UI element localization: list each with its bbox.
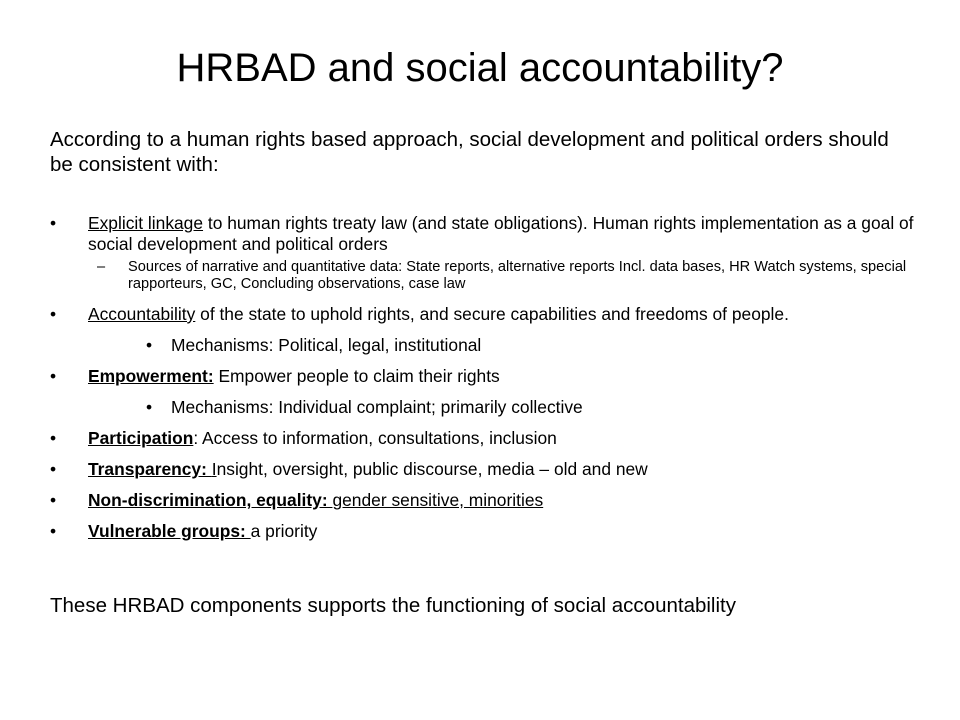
mechanism-item: [50, 397, 920, 418]
bullet-icon: •: [50, 213, 57, 233]
item-keyword: Transparency:: [88, 459, 212, 479]
bullet-icon: •: [50, 428, 57, 448]
item-text: nsight, oversight, public discourse, media – old and new: [216, 459, 648, 479]
dash-icon: –: [97, 259, 106, 275]
bullet-icon: •: [50, 304, 57, 324]
bullet-icon: •: [50, 521, 57, 541]
item-text-underlined: I: [211, 459, 217, 479]
list-item: [50, 366, 920, 387]
item-text: to human rights treaty law (and state obligations). Human rights implementation as a goal of social development and political orders: [88, 213, 914, 254]
item-keyword: Empowerment:: [88, 366, 214, 386]
mechanism-text: Mechanisms: Political, legal, institutional: [171, 335, 482, 355]
bullet-list: [50, 213, 920, 552]
item-keyword: Explicit linkage: [88, 213, 204, 233]
item-text: a priority: [250, 521, 318, 541]
bullet-icon: •: [50, 459, 57, 479]
sub-list-item: [50, 259, 920, 293]
list-item: [50, 459, 920, 480]
list-item: [50, 428, 920, 449]
item-keyword: Vulnerable groups:: [88, 521, 251, 541]
item-keyword: Accountability: [88, 304, 196, 324]
bullet-icon: •: [146, 397, 153, 417]
list-item: [50, 213, 920, 255]
bullet-icon: •: [50, 490, 57, 510]
closing-paragraph: These HRBAD components supports the functioning of social accountability: [50, 594, 736, 617]
mechanism-text: Mechanisms: Individual complaint; primarily collective: [171, 397, 583, 417]
bullet-icon: •: [146, 335, 153, 355]
item-text-underlined: gender sensitive, minorities: [332, 490, 544, 510]
list-item: [50, 521, 920, 542]
sub-item-text: Sources of narrative and quantitative data: State reports, alternative reports Incl. data bases, HR Watch systems, special rapporteurs, GC, Concluding observations, case law: [128, 259, 907, 292]
item-keyword: Participation: [88, 428, 194, 448]
item-text: of the state to uphold rights, and secure capabilities and freedoms of people.: [195, 304, 789, 324]
list-item: [50, 490, 920, 511]
item-text: : Access to information, consultations, inclusion: [193, 428, 557, 448]
mechanism-item: [50, 335, 920, 356]
slide-title: HRBAD and social accountability?: [176, 46, 784, 90]
intro-paragraph: According to a human rights based approach, social development and political orders should be consistent with:: [50, 128, 889, 176]
item-text: Empower people to claim their rights: [213, 366, 500, 386]
item-keyword: Non-discrimination, equality:: [88, 490, 333, 510]
list-item: [50, 304, 920, 325]
bullet-icon: •: [50, 366, 57, 386]
